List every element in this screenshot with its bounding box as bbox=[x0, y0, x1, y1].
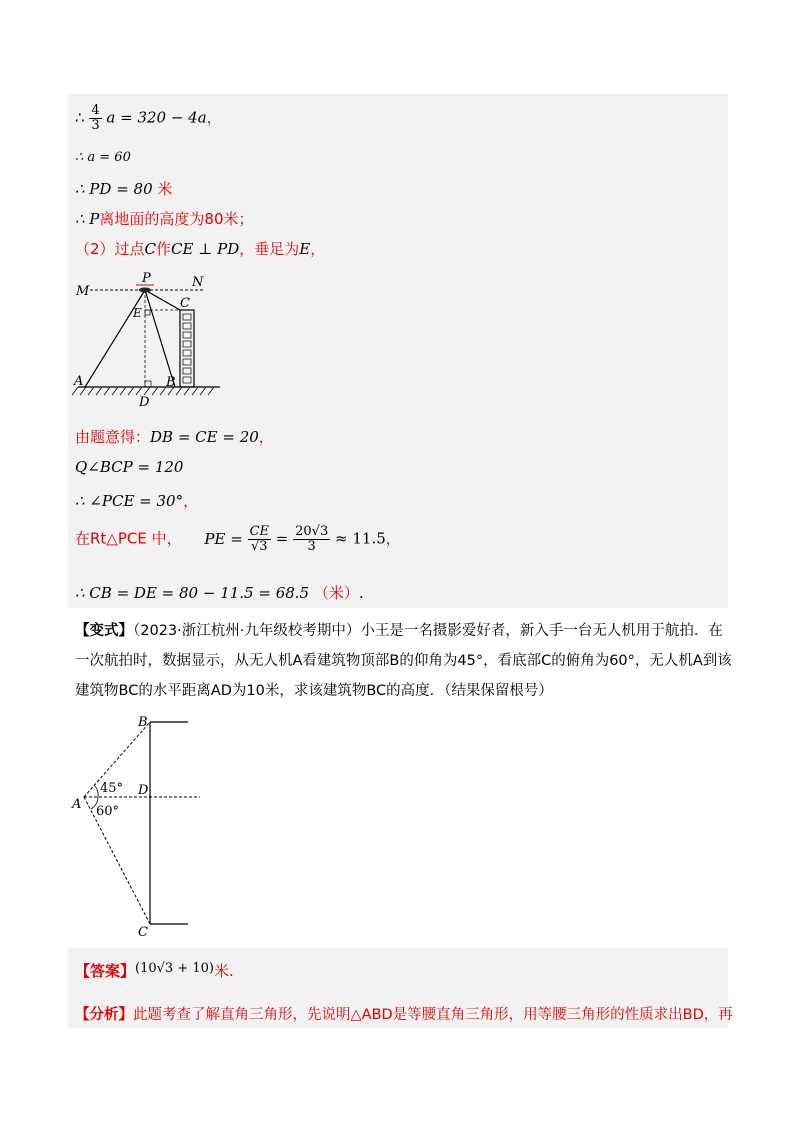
label-A: A bbox=[72, 797, 82, 812]
solution-line-3: ∴ PD = 80 米 bbox=[75, 180, 173, 198]
label-D: D bbox=[138, 783, 149, 798]
fraction: $\frac{4}{3}$ bbox=[91, 103, 100, 133]
analysis-line: 【分析】此题考查了解直角三角形，先说明△ABD是等腰直角三角形，用等腰三角形的性质求出BD，再 bbox=[75, 1007, 733, 1023]
solution-line-1: ∴ $\frac{4}{3}$ a = 320 − 4a， bbox=[75, 103, 222, 133]
solution-line-6: 由题意得：DB = CE = 20， bbox=[75, 428, 274, 446]
label-P: P bbox=[142, 271, 151, 286]
label-A: A bbox=[74, 374, 84, 389]
angle-60: 60° bbox=[96, 804, 120, 819]
answer-line: 【答案】(10√3 + 10)米. bbox=[75, 961, 234, 980]
solution-line-2: ∴ a = 60 bbox=[75, 150, 131, 165]
label-D: D bbox=[139, 395, 150, 408]
label-B: B bbox=[138, 715, 148, 730]
fraction: $\frac{CE}{√3}$ bbox=[249, 524, 269, 554]
angle-45: 45° bbox=[100, 781, 124, 796]
solution-line-9: 在Rt△PCE 中， PE = $\frac{CE}{√3}$ = $\frac{20√3}{3}$ ≈ 11.5， bbox=[75, 524, 401, 554]
label-C: C bbox=[138, 925, 148, 940]
solution-line-7: Q∠BCP = 120 bbox=[75, 458, 184, 476]
label-M: M bbox=[76, 284, 90, 299]
label-N: N bbox=[192, 275, 204, 290]
solution-line-8: ∴ ∠PCE = 30°， bbox=[75, 492, 199, 510]
fraction: $\frac{20√3}{3}$ bbox=[295, 524, 329, 554]
label-C: C bbox=[180, 296, 190, 311]
solution-line-4: ∴ P离地面的高度为80米； bbox=[75, 210, 254, 228]
solution-line-5: （2）过点C作CE ⊥ PD，垂足为E， bbox=[75, 240, 326, 258]
variant-problem: 【变式】（2023·浙江杭州·九年级校考期中）小王是一名摄影爱好者，新入手一台无人机用于航拍．在一次航拍时，数据显示，从无人机A看建筑物顶部B的仰角为45°，看底部C的俯角为60°，无人机A到该建筑物BC的水平距离AD为10米，求该建筑物BC的高度．（结果保留根号） bbox=[75, 623, 732, 699]
figure-2-diagram bbox=[70, 712, 210, 942]
label-B: B bbox=[166, 375, 176, 390]
solution-line-10: ∴ CB = DE = 80 − 11.5 = 68.5 （米）. bbox=[75, 584, 364, 602]
figure-1-diagram bbox=[70, 268, 230, 408]
label-E: E bbox=[133, 306, 142, 320]
